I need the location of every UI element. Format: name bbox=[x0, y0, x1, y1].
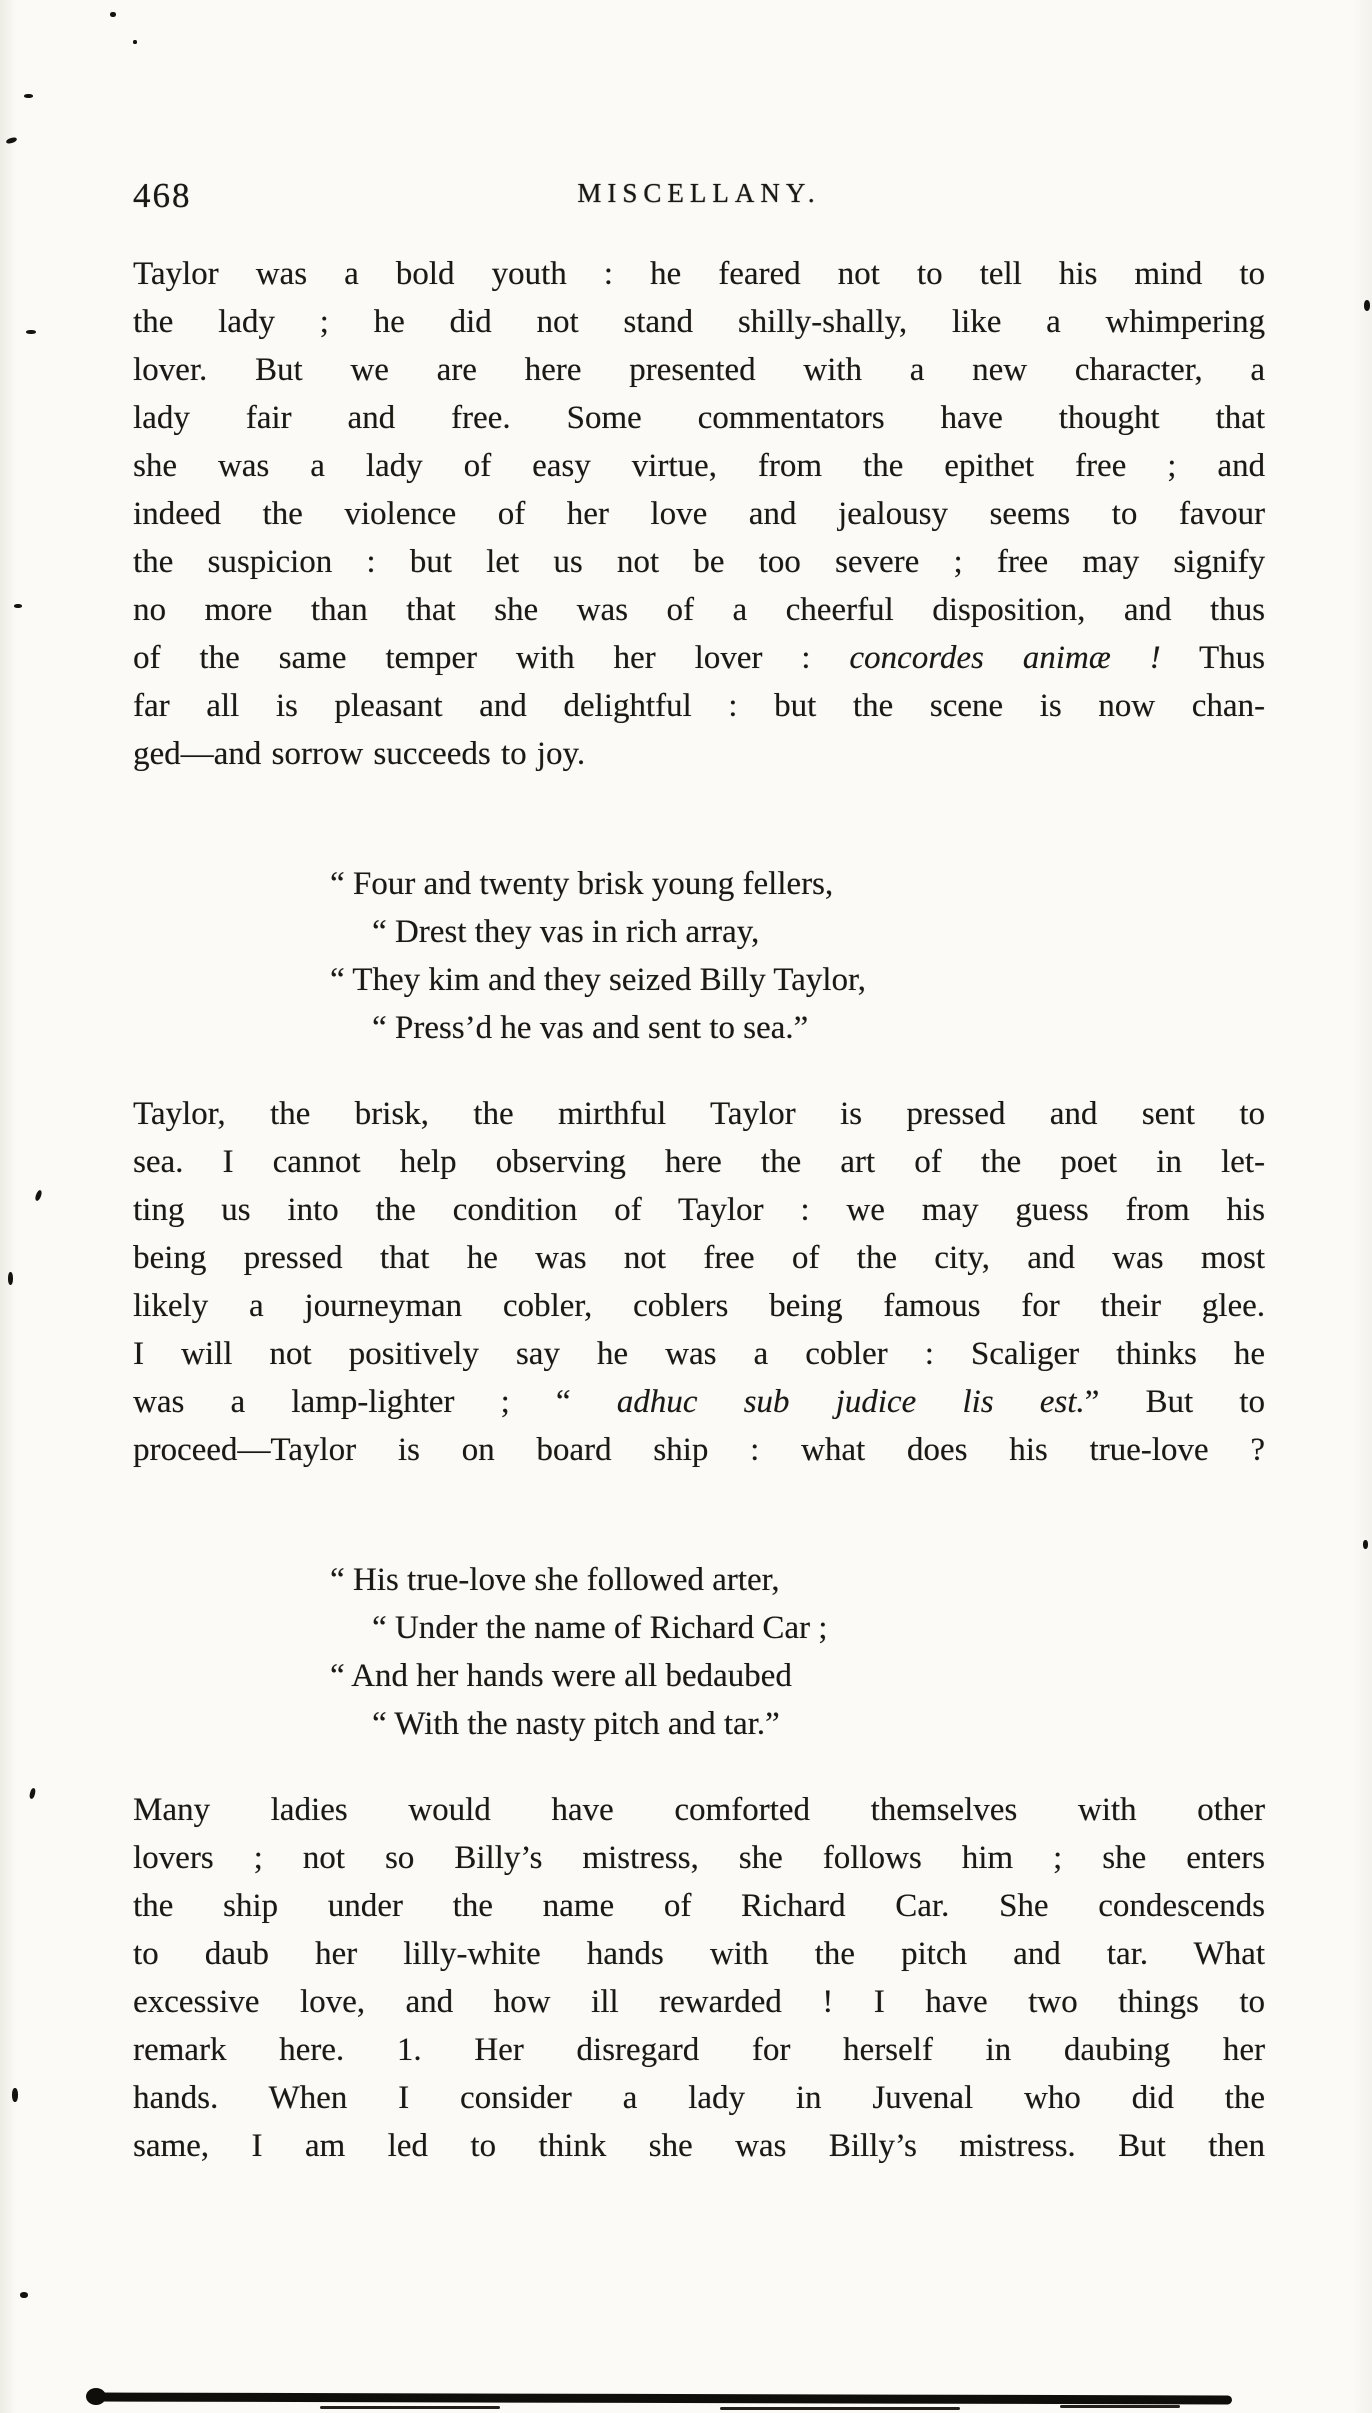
text-line: ting us into the condition of Taylor : we may guess from his bbox=[133, 1192, 1265, 1228]
text-line: remark here. 1. Her disregard for herself in daubing her bbox=[133, 2032, 1265, 2068]
text-line: Many ladies would have comforted themselves with other bbox=[133, 1792, 1265, 1828]
text-line: the suspicion : but let us not be too severe ; free may signify bbox=[133, 544, 1265, 580]
scan-speck bbox=[110, 12, 116, 17]
paragraph-1 bbox=[133, 250, 1265, 778]
text-line: “ They kim and they seized Billy Taylor, bbox=[330, 962, 866, 998]
text-line: sea. I cannot help observing here the art of the poet in let- bbox=[133, 1144, 1265, 1180]
text-line: indeed the violence of her love and jealousy seems to favour bbox=[133, 496, 1265, 532]
text-line: I will not positively say he was a cobler : Scaliger thinks he bbox=[133, 1336, 1265, 1372]
text-line: Taylor, the brisk, the mirthful Taylor is pressed and sent to bbox=[133, 1096, 1265, 1132]
text-line: “ Press’d he vas and sent to sea.” bbox=[372, 1010, 809, 1046]
page-number: 468 bbox=[133, 176, 192, 215]
text-line: excessive love, and how ill rewarded ! I have two things to bbox=[133, 1984, 1265, 2020]
scan-speck bbox=[20, 2292, 28, 2298]
text-line: being pressed that he was not free of the city, and was most bbox=[133, 1240, 1265, 1276]
text-line: to daub her lilly-white hands with the pitch and tar. What bbox=[133, 1936, 1265, 1972]
text-line: “ Under the name of Richard Car ; bbox=[372, 1610, 828, 1646]
text-line: likely a journeyman cobler, coblers being famous for their glee. bbox=[133, 1288, 1265, 1324]
scan-speck bbox=[29, 1788, 37, 1800]
scan-speck bbox=[1364, 300, 1370, 311]
text-line: “ And her hands were all bedaubed bbox=[330, 1658, 792, 1694]
text-line: lovers ; not so Billy’s mistress, she follows him ; she enters bbox=[133, 1840, 1265, 1876]
scan-speck bbox=[8, 1272, 13, 1285]
scan-dash bbox=[1060, 2405, 1180, 2408]
scan-speck bbox=[14, 604, 22, 608]
text-line: the ship under the name of Richard Car. She condescends bbox=[133, 1888, 1265, 1924]
text-line: no more than that she was of a cheerful disposition, and thus bbox=[133, 592, 1265, 628]
text-line: hands. When I consider a lady in Juvenal who did the bbox=[133, 2080, 1265, 2116]
text-line: same, I am led to think she was Billy’s mistress. But then bbox=[133, 2128, 1265, 2164]
scan-speck bbox=[34, 1189, 42, 1201]
scan-speck bbox=[133, 40, 137, 44]
text-line: lover. But we are here presented with a new character, a bbox=[133, 352, 1265, 388]
scan-blot bbox=[86, 2388, 106, 2405]
text-line: proceed—Taylor is on board ship : what does his true-love ? bbox=[133, 1432, 1265, 1468]
scan-speck bbox=[1363, 1540, 1368, 1549]
text-line: “ Four and twenty brisk young fellers, bbox=[330, 866, 834, 902]
text-line: “ Drest they vas in rich array, bbox=[372, 914, 760, 950]
text-line: far all is pleasant and delightful : but the scene is now chan- bbox=[133, 688, 1265, 724]
text-line: “ His true-love she followed arter, bbox=[330, 1562, 780, 1598]
scan-speck bbox=[24, 94, 33, 98]
page-header bbox=[133, 174, 1265, 218]
scan-streak bbox=[92, 2393, 1232, 2405]
text-line: of the same temper with her lover : concordes animæ ! Thus bbox=[133, 640, 1265, 676]
text-line: Taylor was a bold youth : he feared not to tell his mind to bbox=[133, 256, 1265, 292]
text-line: she was a lady of easy virtue, from the epithet free ; and bbox=[133, 448, 1265, 484]
paragraph-3 bbox=[133, 1786, 1265, 2170]
verse-stanza-1 bbox=[133, 860, 1265, 1052]
scan-speck bbox=[12, 2088, 18, 2102]
text-line: the lady ; he did not stand shilly-shally, like a whimpering bbox=[133, 304, 1265, 340]
text-line: “ With the nasty pitch and tar.” bbox=[372, 1706, 780, 1742]
text-line: was a lamp-lighter ; “ adhuc sub judice lis est.” But to bbox=[133, 1384, 1265, 1420]
paragraph-2 bbox=[133, 1090, 1265, 1474]
running-head: MISCELLANY. bbox=[577, 178, 821, 208]
scan-speck bbox=[26, 330, 36, 334]
scan-dash bbox=[720, 2407, 960, 2410]
page-body bbox=[133, 250, 1265, 2170]
verse-stanza-2 bbox=[133, 1556, 1265, 1748]
text-line: ged—and sorrow succeeds to joy. bbox=[133, 736, 586, 772]
scan-dash bbox=[320, 2406, 500, 2409]
text-line: lady fair and free. Some commentators have thought that bbox=[133, 400, 1265, 436]
scan-speck bbox=[5, 136, 17, 144]
